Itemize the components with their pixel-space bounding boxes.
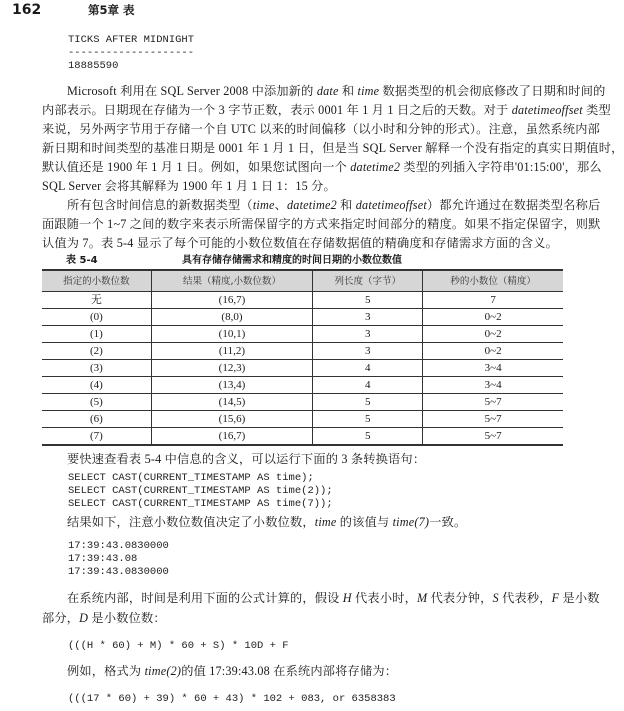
text: 数据类型的机会彻底修改了日期和时间的 [379, 84, 606, 98]
paragraph-5-cont [42, 611, 166, 626]
text: 面跟随一个 1~7 之间的数字来表示所需保留字的方式来指定时间部分的精度。如果不指定保留字，则默 [42, 217, 601, 231]
table-cell: 4 [313, 377, 423, 394]
text: F [551, 591, 560, 605]
paragraph-6 [67, 664, 397, 679]
table-label: 表 5-4 [66, 255, 98, 266]
code-line: SELECT CAST(CURRENT_TIMESTAMP AS time); [68, 472, 314, 484]
table-cell: 3 [313, 343, 423, 360]
text: Microsoft 利用在 SQL Server 2008 中添加新的 [67, 84, 317, 98]
table-row [42, 309, 563, 326]
text: 结果如下，注意小数位数值决定了小数位数， [67, 515, 315, 529]
column-header: 指定的小数位数 [42, 270, 151, 292]
table-cell: 0~2 [423, 326, 563, 343]
text: time [357, 84, 380, 98]
text: 、 [274, 198, 287, 212]
table-cell: 5 [313, 411, 423, 428]
code-line: SELECT CAST(CURRENT_TIMESTAMP AS time(2)); [68, 485, 333, 497]
code-line: -------------------- [68, 47, 195, 59]
table-cell: (2) [42, 343, 151, 360]
text: 代表小时， [351, 591, 417, 605]
paragraph-5 [67, 591, 600, 606]
table-row [42, 377, 563, 394]
text: 一致。 [429, 515, 467, 529]
text: datetimeoffset [355, 198, 427, 212]
table-body [42, 292, 563, 446]
table-cell: 7 [423, 292, 563, 309]
table-cell: 无 [42, 292, 151, 309]
text: 和 [338, 84, 358, 98]
table-cell: (0) [42, 309, 151, 326]
text: 例如，格式为 [67, 664, 145, 678]
table-cell: (10,1) [151, 326, 312, 343]
column-header: 结果（精度,小数位数） [151, 270, 312, 292]
text: time(7) [392, 515, 430, 529]
table-cell: 3 [313, 309, 423, 326]
code-line: 17:39:43.08 [68, 553, 138, 565]
text: 是小数位数： [88, 611, 166, 625]
table-title: 具有存储存储需求和精度的时间日期的小数位数值 [182, 255, 402, 266]
text: time [314, 515, 337, 529]
chapter-title: 第5章 表 [88, 3, 135, 17]
table-cell: 3~4 [423, 360, 563, 377]
table-cell: 5~7 [423, 428, 563, 446]
table-row [42, 411, 563, 428]
text: 类型的列插入字符串'01:15:00'，那么 [400, 160, 602, 174]
table-cell: 5~7 [423, 394, 563, 411]
text: 的该值与 [336, 515, 393, 529]
table-row [42, 292, 563, 309]
paragraph-4 [67, 515, 466, 530]
table-row [42, 343, 563, 360]
table-cell: (11,2) [151, 343, 312, 360]
table-cell: 5~7 [423, 411, 563, 428]
table-cell: 5 [313, 394, 423, 411]
text: M [416, 591, 428, 605]
text: 是小数 [559, 591, 600, 605]
page-number: 162 [12, 2, 42, 18]
table-cell: (4) [42, 377, 151, 394]
formula: (((H * 60) + M) * 60 + S) * 10D + F [68, 640, 289, 652]
text: 的值 17:39:43.08 在系统内部将存储为： [181, 664, 398, 678]
text: time(2) [144, 664, 182, 678]
text: 认值为 7。表 5-4 显示了每个可能的小数位数值在存储数据值的精确度和存储需求方面的含义。 [42, 236, 558, 250]
table-cell: (13,4) [151, 377, 312, 394]
text: datetime2 [287, 198, 337, 212]
table-cell: (14,5) [151, 394, 312, 411]
text: 类型 [582, 103, 611, 117]
code-line: SELECT CAST(CURRENT_TIMESTAMP AS time(7)); [68, 498, 333, 510]
table-cell: 4 [313, 360, 423, 377]
text: H [342, 591, 352, 605]
text: SQL Server 会将其解释为 1900 年 1 月 1 日 1：15 分。 [42, 179, 336, 193]
table-row [42, 360, 563, 377]
text: 新日期和时间类型的基准日期是 0001 年 1 月 1 日，但是当 SQL Server 解释一个没有指定的真实日期值时， [42, 141, 624, 155]
text: time [252, 198, 275, 212]
column-header: 秒的小数位（精度） [423, 270, 563, 292]
table-row [42, 326, 563, 343]
code-line: TICKS AFTER MIDNIGHT [68, 34, 195, 46]
text: 来说，另外两字节用于存储一个自 UTC 以来的时间偏移（以小时和分钟的形式）。注意，虽然系统内部 [42, 122, 601, 136]
table-cell: (3) [42, 360, 151, 377]
text: 和 [336, 198, 356, 212]
table-cell: (15,6) [151, 411, 312, 428]
text: 所有包含时间信息的新数据类型（ [67, 198, 253, 212]
table-cell: 3 [313, 326, 423, 343]
text: S [492, 591, 499, 605]
code-line: 18885590 [68, 60, 119, 72]
text: date [316, 84, 339, 98]
text: 代表分钟， [427, 591, 493, 605]
text: 代表秒， [498, 591, 552, 605]
precision-table [42, 269, 563, 446]
text: ）都允许通过在数据类型名称后 [426, 198, 601, 212]
table-cell: (8,0) [151, 309, 312, 326]
text: datetimeoffset [511, 103, 583, 117]
table-cell: 0~2 [423, 343, 563, 360]
table-cell: (6) [42, 411, 151, 428]
text: 要快速查看表 5-4 中信息的含义，可以运行下面的 3 条转换语句： [67, 452, 426, 466]
table-cell: (16,7) [151, 428, 312, 446]
table-cell: (5) [42, 394, 151, 411]
column-header: 列长度（字节） [313, 270, 423, 292]
table-row [42, 428, 563, 446]
text: 部分， [42, 611, 80, 625]
code-line: 17:39:43.0830000 [68, 540, 169, 552]
code-line: (((17 * 60) + 39) * 60 + 43) * 102 + 083, or 6358383 [68, 693, 396, 705]
table-cell: 3~4 [423, 377, 563, 394]
table-cell: 0~2 [423, 309, 563, 326]
text: 内部表示。日期现在存储为一个 3 字节正数，表示 0001 年 1 月 1 日之后的天数。对于 [42, 103, 512, 117]
table-cell: 5 [313, 428, 423, 446]
table-cell: (7) [42, 428, 151, 446]
table-cell: 5 [313, 292, 423, 309]
text: 在系统内部，时间是利用下面的公式计算的，假设 [67, 591, 343, 605]
text: D [79, 611, 89, 625]
table-row [42, 394, 563, 411]
table-cell: (1) [42, 326, 151, 343]
text: datetime2 [350, 160, 401, 174]
table-cell: (16,7) [151, 292, 312, 309]
code-line: 17:39:43.0830000 [68, 566, 169, 578]
table-cell: (12,3) [151, 360, 312, 377]
table-header-row [42, 270, 563, 292]
text: 默认值还是 1900 年 1 月 1 日。例如，如果您试图向一个 [42, 160, 351, 174]
